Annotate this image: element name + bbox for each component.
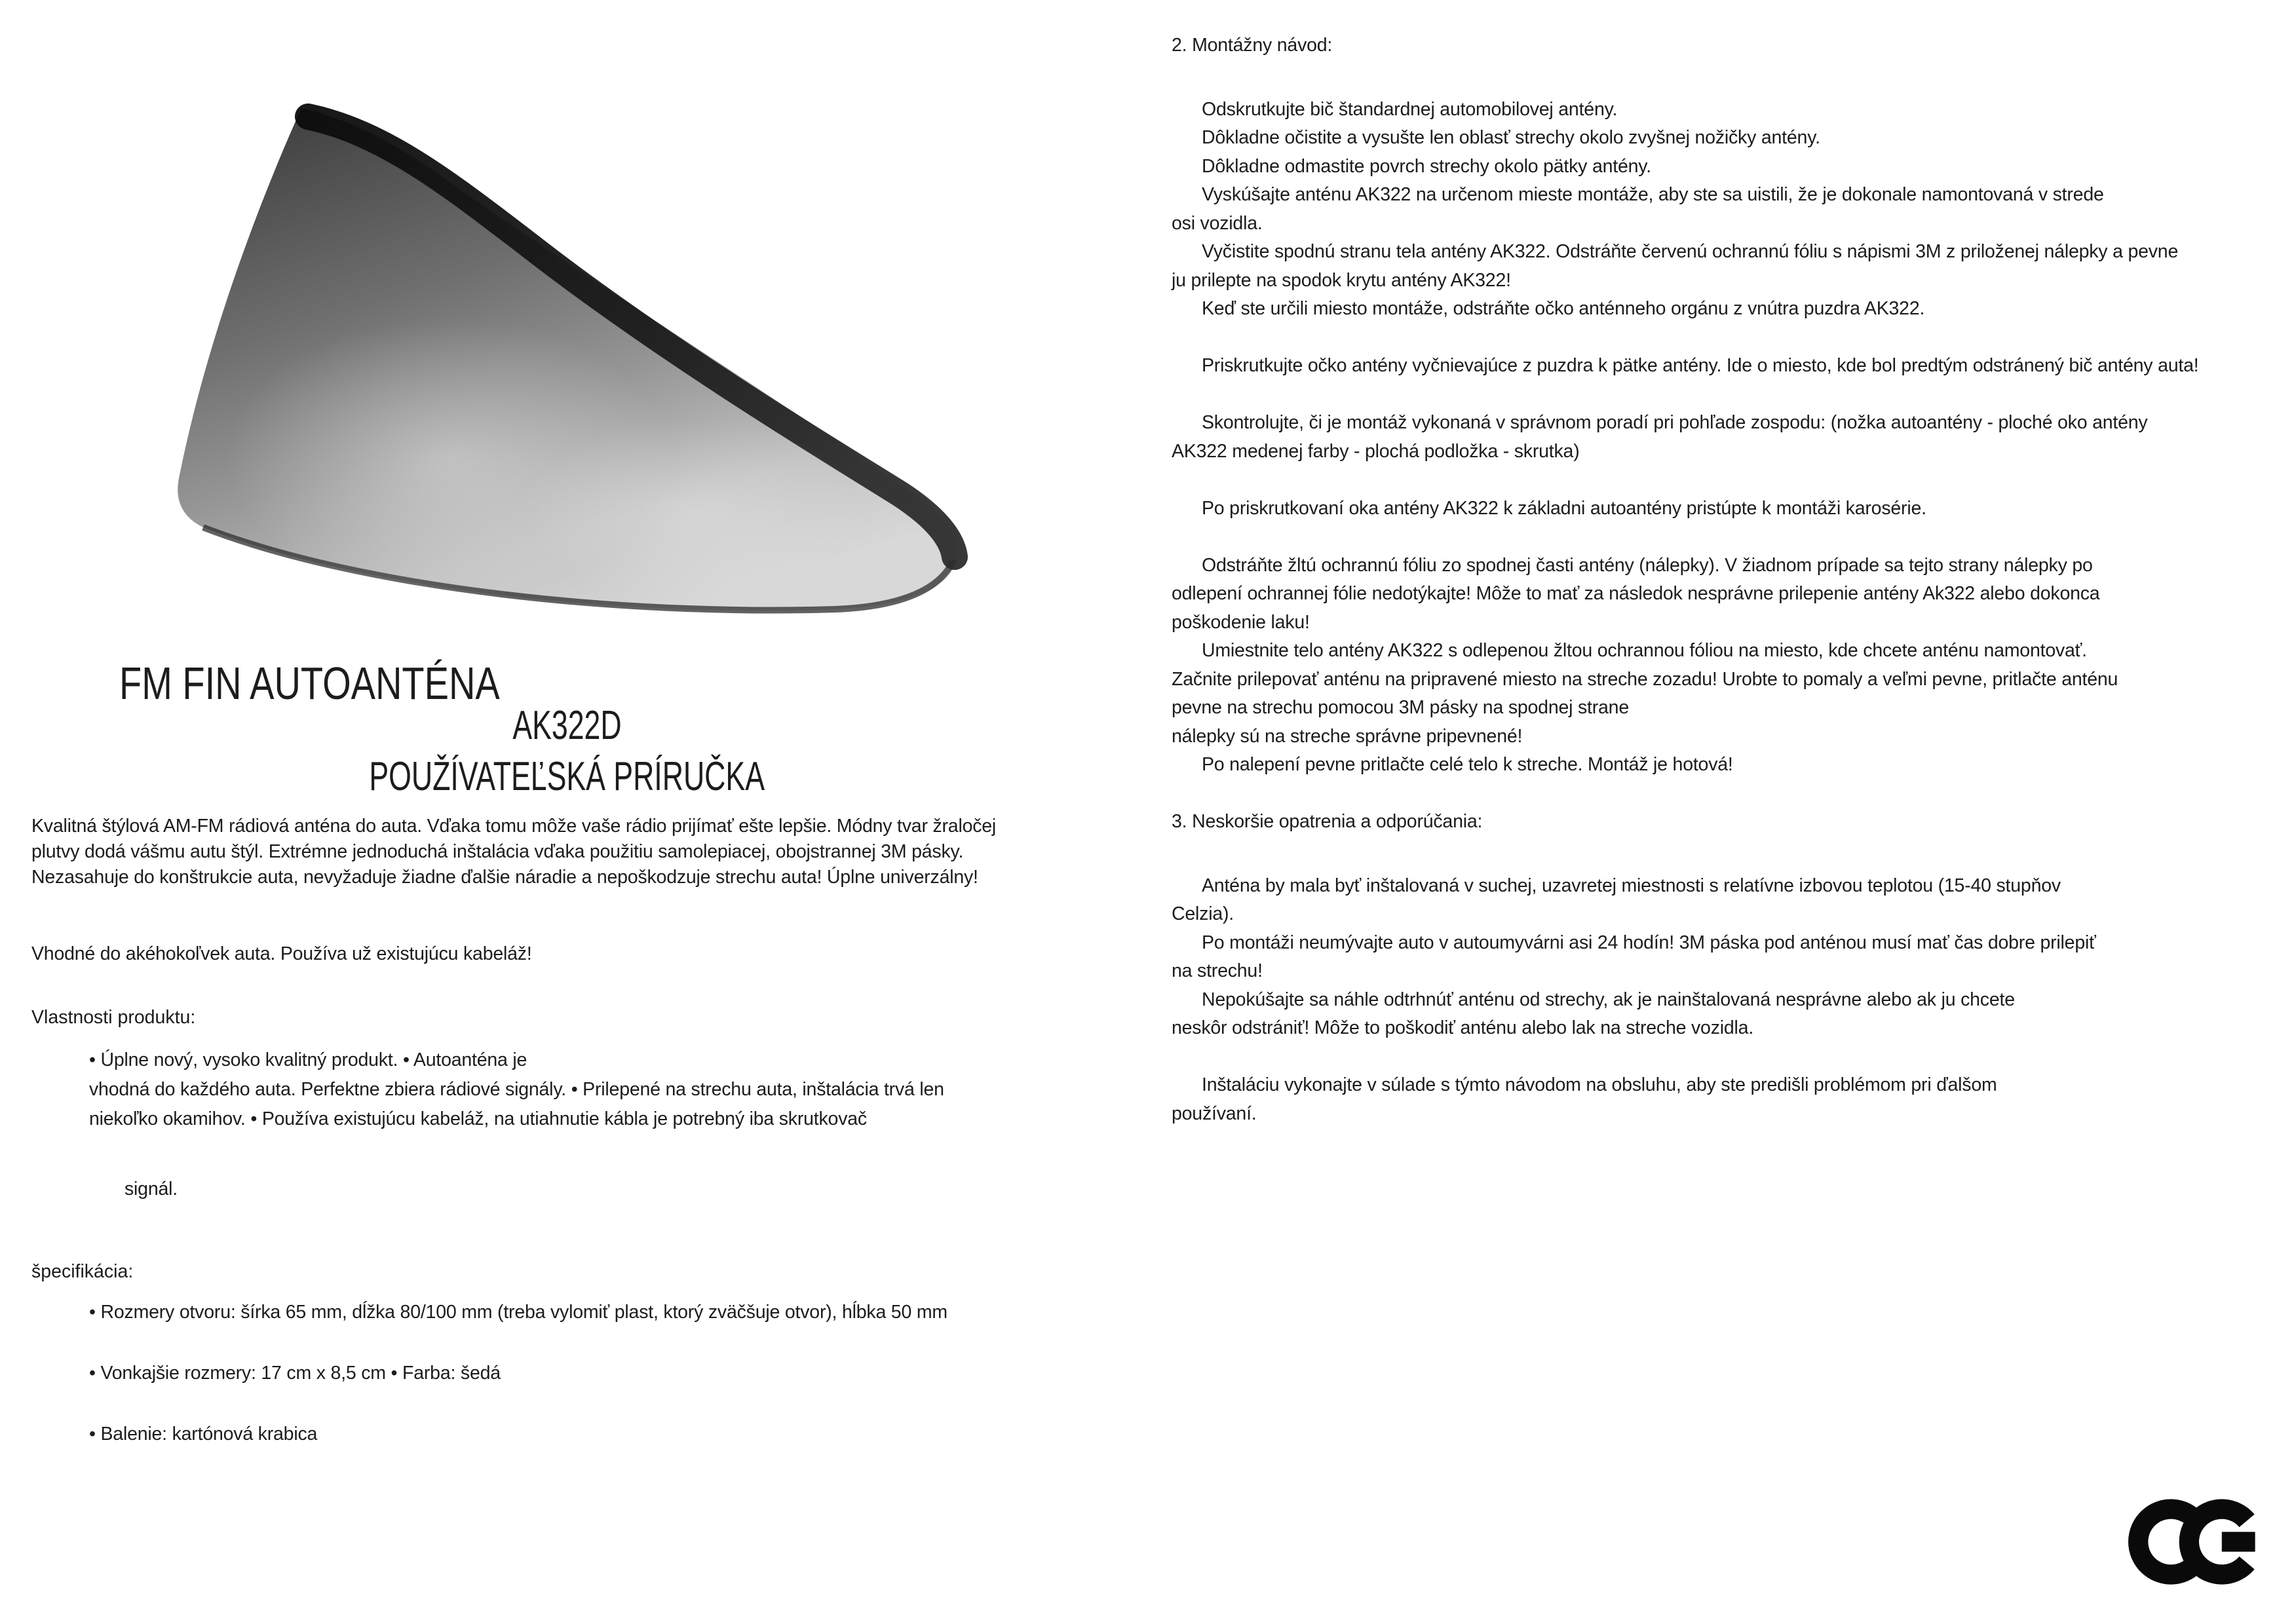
specs-heading: špecifikácia: <box>31 1261 134 1282</box>
text-line: Celzia). <box>1172 903 1234 924</box>
text-line: • Úplne nový, vysoko kvalitný produkt. • Autoanténa je <box>89 1049 527 1070</box>
subtitle-row <box>0 754 1134 799</box>
text-line: Vyskúšajte anténu AK322 na určenom mieste montáže, aby ste sa uistili, že je dokonale namontovaná v strede <box>1202 184 2104 205</box>
text-line: Dôkladne očistite a vysušte len oblasť strechy okolo zvyšnej nožičky antény. <box>1202 127 1820 148</box>
text-line: pevne na strechu pomocou 3M pásky na spodnej strane <box>1172 697 1629 718</box>
text-line: • Rozmery otvoru: šírka 65 mm, dĺžka 80/100 mm (treba vylomiť plast, ktorý zväčšuje otvor), hĺbka 50 mm <box>89 1302 947 1323</box>
product-subtitle: POUŽÍVATEĽSKÁ PRÍRUČKA <box>369 754 765 799</box>
text-line: Vyčistite spodnú stranu tela antény AK322. Odstráňte červenú ochrannú fóliu s nápismi 3M z priloženej nálepky a pevne <box>1202 241 2179 262</box>
text-line: Odskrutkujte bič štandardnej automobilovej antény. <box>1202 98 1618 120</box>
text-line: Nezasahuje do konštrukcie auta, nevyžaduje žiadne ďalšie náradie a nepoškodzuje strechu auta! Úplne univerzálny! <box>31 867 978 888</box>
text-line: plutvy dodá vášmu autu štýl. Extrémne jednoduchá inštalácia vďaka použitiu samolepiacej, obojstrannej 3M pásky. <box>31 841 964 862</box>
text-line: Po priskrutkovaní oka antény AK322 k základni autoantény pristúpte k montáži karosérie. <box>1202 497 1926 519</box>
text-line: Kvalitná štýlová AM-FM rádiová anténa do auta. Vďaka tomu môže vaše rádio prijímať ešte lepšie. Módny tvar žraločej <box>31 816 997 837</box>
text-line: odlepení ochrannej fólie nedotýkajte! Môže to mať za následok nesprávne prilepenie antény Ak322 alebo dokonca <box>1172 583 2100 604</box>
features-list <box>89 1046 944 1134</box>
text-line: Priskrutkujte očko antény vyčnievajúce z puzdra k pätke antény. Ide o miesto, kde bol predtým odstránený bič antény auta! <box>1202 355 2199 376</box>
ce-mark-icon <box>2128 1494 2264 1590</box>
text-line: AK322 medenej farby - plochá podložka - skrutka) <box>1172 440 1580 462</box>
text-line: Po montáži neumývajte auto v autoumyvárni asi 24 hodín! 3M páska pod anténou musí mať čas dobre prilepiť <box>1202 932 2096 953</box>
section-heading: 2. Montážny návod: <box>1172 35 1333 56</box>
text-line: niekoľko okamihov. • Používa existujúcu kabeláž, na utiahnutie kábla je potrebný iba skrutkovač <box>89 1108 867 1129</box>
text-line: vhodná do každého auta. Perfektne zbiera rádiové signály. • Prilepené na strechu auta, inštalácia trvá len <box>89 1079 944 1100</box>
product-photo <box>167 92 986 649</box>
text-line: používaní. <box>1172 1103 1257 1124</box>
features-trailing-line: signál. <box>124 1179 178 1199</box>
text-line: nálepky sú na streche správne pripevnené! <box>1172 725 1523 747</box>
page-title <box>119 658 595 709</box>
text-line: na strechu! <box>1172 960 1263 981</box>
text-line: neskôr odstrániť! Môže to poškodiť anténu alebo lak na streche vozidla. <box>1172 1017 1754 1038</box>
text-line: • Vonkajšie rozmery: 17 cm x 8,5 cm • Farba: šedá <box>89 1363 501 1384</box>
text-line: • Balenie: kartónová krabica <box>89 1424 318 1445</box>
text-line: Začnite prilepovať anténu na pripravené miesto na streche zozadu! Urobte to pomaly a veľmi pevne, pritlačte anténu <box>1172 668 2118 690</box>
text-line: ju prilepte na spodok krytu antény AK322! <box>1172 269 1511 291</box>
text-line: Keď ste určili miesto montáže, odstráňte očko anténneho orgánu z vnútra puzdra AK322. <box>1202 298 1925 319</box>
shark-fin-antenna-image <box>167 92 986 649</box>
text-line: Dôkladne odmastite povrch strechy okolo pätky antény. <box>1202 155 1651 177</box>
model-row <box>0 703 1134 748</box>
text-line: Odstráňte žltú ochrannú fóliu zo spodnej časti antény (nálepky). V žiadnom prípade sa tejto strany nálepky po <box>1202 554 2093 576</box>
intro-paragraph <box>31 814 996 890</box>
product-title: FM FIN AUTOANTÉNA <box>119 658 500 709</box>
text-line: Anténa by mala byť inštalovaná v suchej, uzavretej miestnosti s relatívne izbovou teplotou (15-40 stupňov <box>1202 875 2061 896</box>
text-line: Inštaláciu vykonajte v súlade s týmto návodom na obsluhu, aby ste predišli problémom pri ďalšom <box>1202 1074 1997 1095</box>
ce-mark <box>2128 1494 2264 1590</box>
specs-list <box>89 1298 947 1481</box>
features-heading: Vlastnosti produktu: <box>31 1007 196 1028</box>
text-line: Skontrolujte, či je montáž vykonaná v správnom poradí pri pohľade zospodu: (nožka autoantény - ploché oko antény <box>1202 412 2148 433</box>
text-line: poškodenie laku! <box>1172 611 1310 633</box>
text-line: Umiestnite telo antény AK322 s odlepenou žltou ochrannou fóliou na miesto, kde chcete anténu namontovať. <box>1202 640 2087 661</box>
section-heading: 3. Neskoršie opatrenia a odporúčania: <box>1172 811 1483 832</box>
text-line: Po nalepení pevne pritlačte celé telo k streche. Montáž je hotová! <box>1202 754 1733 775</box>
instructions-column <box>1172 31 2293 1128</box>
product-model: AK322D <box>512 703 622 748</box>
suitability-note: Vhodné do akéhokoľvek auta. Používa už existujúcu kabeláž! <box>31 943 532 964</box>
text-line: Nepokúšajte sa náhle odtrhnúť anténu od strechy, ak je nainštalovaná nesprávne alebo ak ju chcete <box>1202 989 2015 1010</box>
text-line: osi vozidla. <box>1172 212 1263 234</box>
